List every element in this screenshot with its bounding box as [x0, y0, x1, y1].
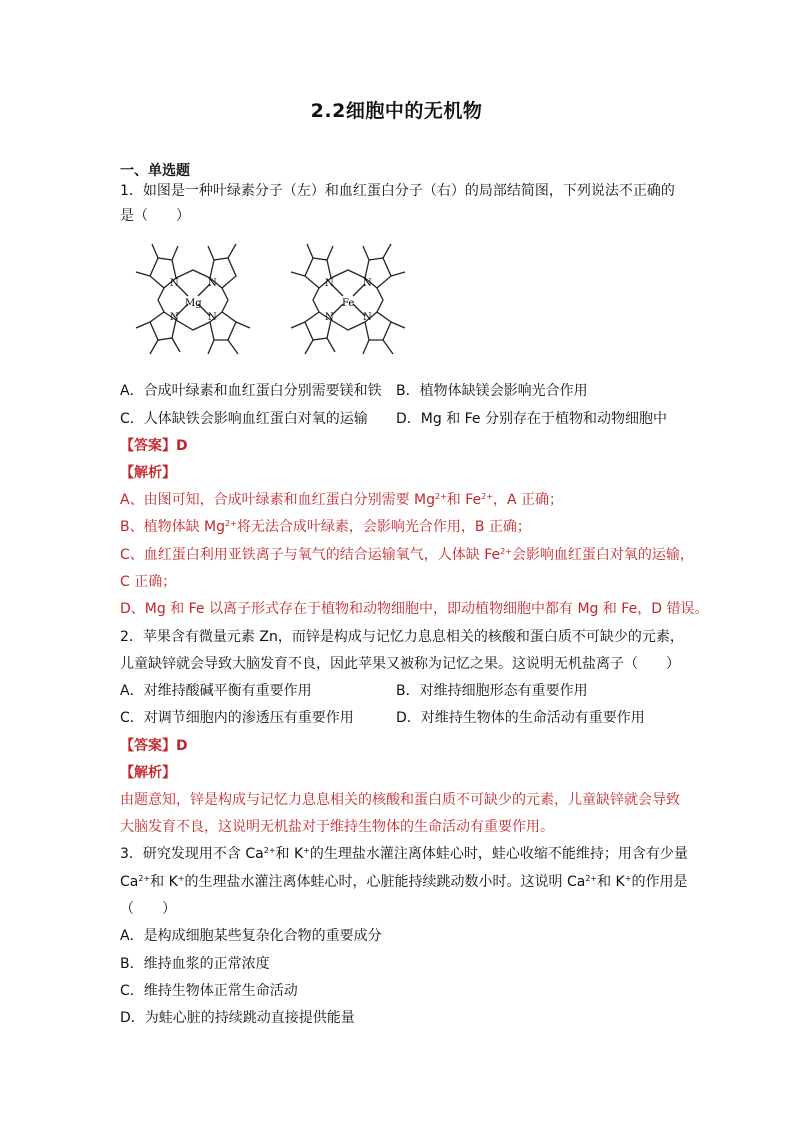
- q1-stem-line2: 是（ ）: [120, 208, 190, 224]
- q2-option-d: D．对维持生物体的生命活动有重要作用: [396, 710, 645, 726]
- q2-stem-line1: 2．苹果含有微量元素 Zn，而锌是构成与记忆力息息相关的核酸和蛋白质不可缺少的元素，: [120, 629, 684, 645]
- heme-n-atom: N: [363, 278, 372, 289]
- q1-option-d: D．Mg 和 Fe 分别存在于植物和动物细胞中: [396, 411, 667, 427]
- q1-option-b: B．植物体缺镁会影响光合作用: [396, 383, 588, 399]
- q1-option-a: A．合成叶绿素和血红蛋白分别需要镁和铁: [120, 383, 382, 399]
- q3-stem-line3: （ ）: [120, 901, 176, 917]
- q3-option-c: C．维持生物体正常生命活动: [120, 983, 298, 999]
- q1-answer: 【答案】D: [120, 438, 188, 454]
- q2-option-a: A．对维持酸碱平衡有重要作用: [120, 683, 312, 699]
- section-heading: 一、单选题: [120, 163, 190, 179]
- chlorophyll-n-atom: N: [208, 312, 217, 323]
- q3-stem-line1: 3．研究发现用不含 $Ca^{2+}$和 K+的生理盐水灌注离体蛙心时，蛙心收缩不能维持；用含有少量: [120, 846, 688, 862]
- heme-structure-figure: [283, 236, 413, 366]
- chlorophyll-n-atom: N: [170, 278, 179, 289]
- page-title: 2.2细胞中的无机物: [310, 100, 483, 122]
- q1-analysis-c: C、血红蛋白利用亚铁离子与氧气的结合运输氧气，人体缺 $Fe^{2+}$会影响血红蛋白对氧的运输，: [120, 547, 694, 563]
- chlorophyll-center-ion: Mg: [185, 298, 202, 309]
- q3-option-b: B．维持血浆的正常浓度: [120, 956, 270, 972]
- q1-stem-line1: 1．如图是一种叶绿素分子（左）和血红蛋白分子（右）的局部结简图，下列说法不正确的: [120, 183, 675, 199]
- q1-analysis-d: D、Mg 和 Fe 以离子形式存在于植物和动物细胞中，即动植物细胞中都有 Mg 和 Fe，D 错误。: [120, 601, 709, 617]
- q1-analysis-c-cont: C 正确；: [120, 574, 177, 590]
- q2-analysis-label: 【解析】: [120, 765, 176, 781]
- heme-n-atom: N: [325, 312, 334, 323]
- q1-option-c: C．人体缺铁会影响血红蛋白对氧的运输: [120, 411, 368, 427]
- q2-option-c: C．对调节细胞内的渗透压有重要作用: [120, 710, 354, 726]
- q1-analysis-label: 【解析】: [120, 465, 176, 481]
- heme-n-atom: N: [325, 278, 334, 289]
- q2-analysis-line1: 由题意知，锌是构成与记忆力息息相关的核酸和蛋白质不可缺少的元素，儿童缺锌就会导致: [120, 792, 680, 808]
- q2-stem-line2: 儿童缺锌就会导致大脑发育不良，因此苹果又被称为记忆之果。这说明无机盐离子（ ）: [120, 656, 680, 672]
- q2-option-b: B．对维持细胞形态有重要作用: [396, 683, 588, 699]
- heme-n-atom: N: [363, 312, 372, 323]
- chlorophyll-n-atom: N: [208, 278, 217, 289]
- q1-analysis-a: A、由图可知，合成叶绿素和血红蛋白分别需要 $Mg^{2+}$和 $Fe^{2+}$，A 正确；: [120, 492, 563, 508]
- q2-analysis-line2: 大脑发育不良，这说明无机盐对于维持生物体的生命活动有重要作用。: [120, 819, 554, 835]
- chlorophyll-structure-figure: [128, 236, 258, 366]
- q1-analysis-b: B、植物体缺 $Mg^{2+}$将无法合成叶绿素，会影响光合作用，B 正确；: [120, 519, 531, 535]
- q3-option-a: A．是构成细胞某些复杂化合物的重要成分: [120, 928, 382, 944]
- chlorophyll-n-atom: N: [170, 312, 179, 323]
- q3-stem-line2: $Ca^{2+}$和 K+的生理盐水灌注离体蛙心时，心脏能持续跳动数小时。这说明 $Ca^{2+}$和 K+的作用是: [120, 874, 688, 890]
- heme-center-ion: Fe: [342, 298, 355, 309]
- q3-option-d: D．为蛙心脏的持续跳动直接提供能量: [120, 1010, 355, 1026]
- q2-answer: 【答案】D: [120, 738, 188, 754]
